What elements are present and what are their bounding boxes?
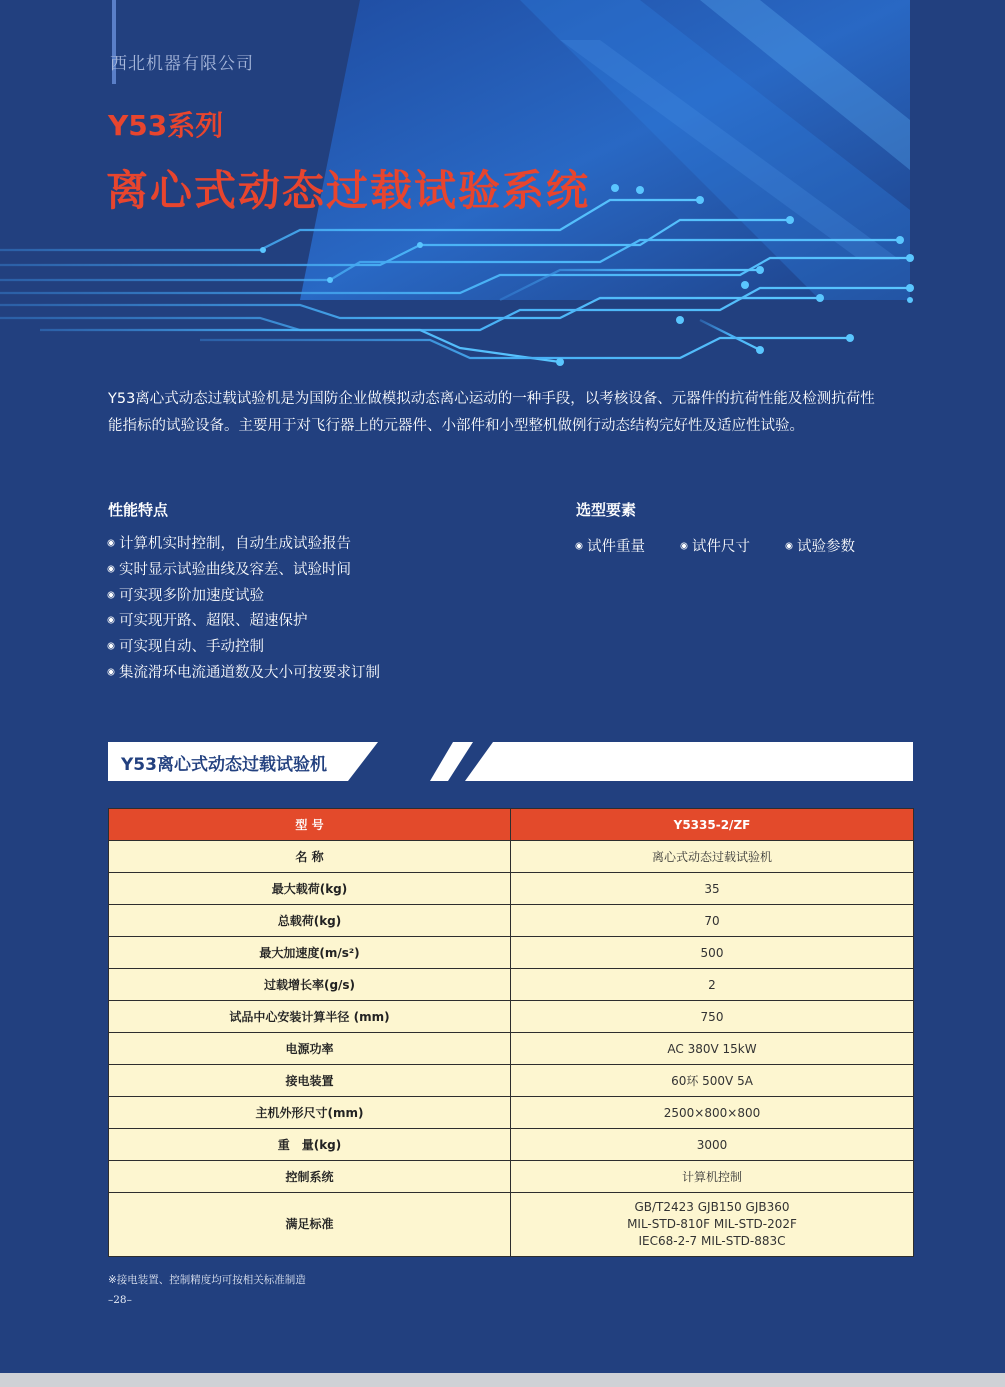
page-number: –28–	[108, 1294, 132, 1306]
table-label-cell: 最大加速度(m/s²)	[109, 937, 511, 969]
table-row	[109, 1097, 914, 1129]
selection-item: 试件重量	[576, 535, 645, 556]
table-label-cell: 电源功率	[109, 1033, 511, 1065]
bullet-icon	[787, 544, 791, 548]
features-heading: 性能特点	[108, 501, 169, 519]
bullet-icon	[109, 644, 113, 648]
table-header-cell: 型 号	[109, 809, 511, 841]
features-list	[108, 532, 380, 687]
table-label-cell: 名 称	[109, 841, 511, 873]
table-value-cell: 离心式动态过载试验机	[511, 841, 914, 873]
list-item: 集流滑环电流通道数及大小可按要求订制	[108, 661, 380, 687]
bullet-icon	[109, 592, 113, 596]
bullet-icon	[577, 544, 581, 548]
table-row	[109, 1129, 914, 1161]
table-label-cell: 主机外形尺寸(mm)	[109, 1097, 511, 1129]
company-name: 西北机器有限公司	[110, 54, 254, 74]
table-row	[109, 873, 914, 905]
table-label-cell: 重 量(kg)	[109, 1129, 511, 1161]
table-label-cell: 最大载荷(kg)	[109, 873, 511, 905]
table-value-cell: 70	[511, 905, 914, 937]
table-row	[109, 1161, 914, 1193]
bullet-icon	[682, 544, 686, 548]
bullet-icon	[109, 670, 113, 674]
selection-item: 试件尺寸	[681, 535, 750, 556]
spec-table	[108, 808, 914, 1257]
table-row	[109, 841, 914, 873]
series-label: Y53系列	[108, 109, 224, 142]
bullet-icon	[109, 541, 113, 545]
selection-heading: 选型要素	[576, 501, 637, 519]
table-label-cell: 试品中心安装计算半径 (mm)	[109, 1001, 511, 1033]
footnote: ※接电装置、控制精度均可按相关标准制造	[108, 1274, 306, 1286]
table-row	[109, 969, 914, 1001]
table-value-cell: 60环 500V 5A	[511, 1065, 914, 1097]
bottom-edge	[0, 1373, 1005, 1387]
table-value-cell: 2500×800×800	[511, 1097, 914, 1129]
table-value-cell: 计算机控制	[511, 1161, 914, 1193]
page-title: 离心式动态过载试验系统	[106, 166, 591, 215]
table-value-cell: 35	[511, 873, 914, 905]
table-label-cell: 总载荷(kg)	[109, 905, 511, 937]
list-item: 可实现自动、手动控制	[108, 635, 380, 661]
standards-line: GB/T2423 GJB150 GJB360	[634, 1200, 790, 1214]
table-row	[109, 1001, 914, 1033]
list-item: 可实现开路、超限、超速保护	[108, 609, 380, 635]
bullet-icon	[109, 567, 113, 571]
table-header-cell: Y5335-2/ZF	[511, 809, 914, 841]
table-label-cell: 控制系统	[109, 1161, 511, 1193]
table-value-cell: 2	[511, 969, 914, 1001]
standards-line: MIL-STD-810F MIL-STD-202F	[627, 1217, 797, 1231]
table-value-cell	[511, 1193, 914, 1257]
intro-paragraph: Y53离心式动态过载试验机是为国防企业做模拟动态离心运动的一种手段，以考核设备、元器件的抗荷性能及检测抗荷性能指标的试验设备。主要用于对飞行器上的元器件、小部件和小型整机做例行动态结构完好性及适应性试验。	[108, 391, 875, 434]
table-label-cell: 过载增长率(g/s)	[109, 969, 511, 1001]
table-label-cell: 接电装置	[109, 1065, 511, 1097]
table-row	[109, 1033, 914, 1065]
table-row	[109, 937, 914, 969]
standards-line: IEC68-2-7 MIL-STD-883C	[638, 1234, 786, 1248]
table-label-cell: 满足标准	[109, 1193, 511, 1257]
list-item: 实时显示试验曲线及容差、试验时间	[108, 558, 380, 584]
product-banner-label: Y53离心式动态过载试验机	[121, 755, 327, 775]
selection-item: 试验参数	[786, 535, 855, 556]
table-row	[109, 1065, 914, 1097]
list-item: 计算机实时控制，自动生成试验报告	[108, 532, 380, 558]
table-header-row	[109, 809, 914, 841]
table-value-cell: 500	[511, 937, 914, 969]
table-row	[109, 1193, 914, 1257]
table-value-cell: AC 380V 15kW	[511, 1033, 914, 1065]
table-value-cell: 750	[511, 1001, 914, 1033]
bullet-icon	[109, 618, 113, 622]
table-row	[109, 905, 914, 937]
list-item: 可实现多阶加速度试验	[108, 584, 380, 610]
table-value-cell: 3000	[511, 1129, 914, 1161]
